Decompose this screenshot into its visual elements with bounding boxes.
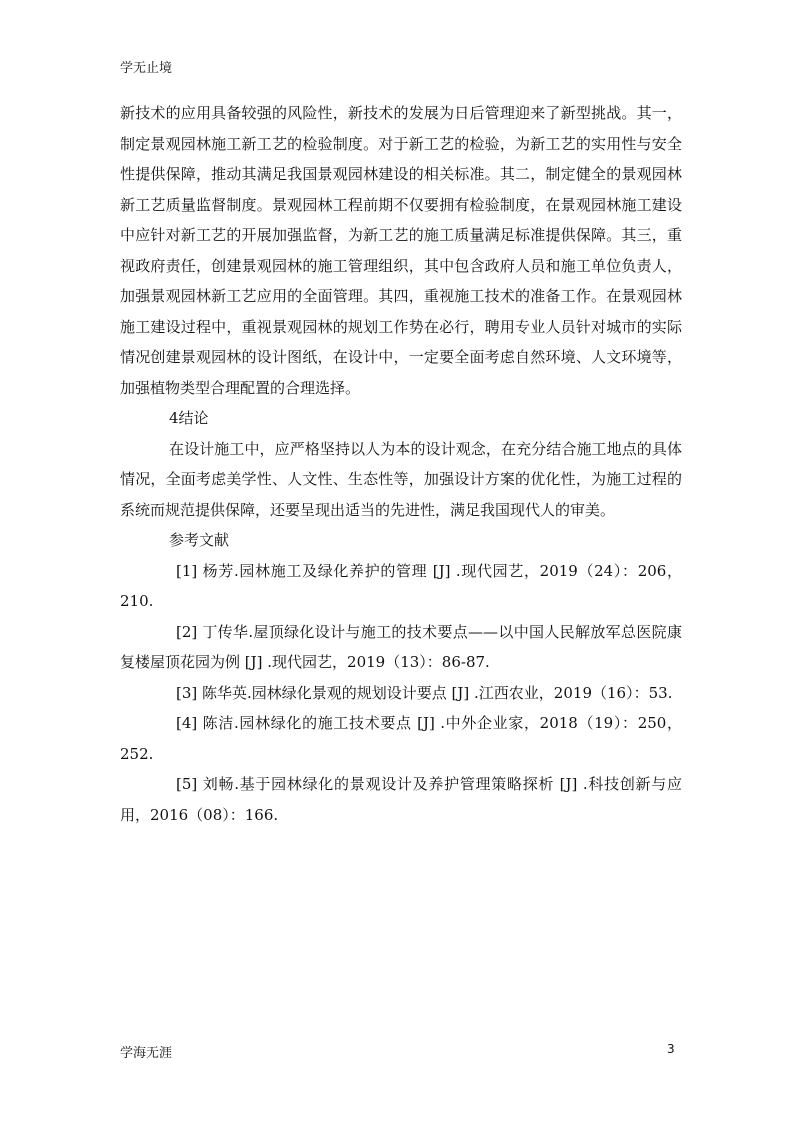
section-heading: 4结论 — [169, 409, 209, 427]
conclusion-paragraph: 在设计施工中，应严格坚持以人为本的设计观念，在充分结合施工地点的具体情况，全面考虑美学性、人文性、生态性等，加强设计方案的优化性，为施工过程的系统而规范提供保障，还要呈现出适当的先进性，满足我国现代人的审美。 — [120, 439, 682, 519]
references-heading: 参考文献 — [169, 531, 230, 549]
reference-item: [4] 陈洁.园林绿化的施工技术要点 [J] .中外企业家，2018（19）：250，252. — [120, 714, 682, 763]
body-paragraph: 新技术的应用具备较强的风险性，新技术的发展为日后管理迎来了新型挑战。其一，制定景观园林施工新工艺的检验制度。对于新工艺的检验，为新工艺的实用性与安全性提供保障，推动其满足我国景观园林建设的相关标准。其二，制定健全的景观园林新工艺质量监督制度。景观园林工程前期不仅要拥有检验制度，在景观园林施工建设中应针对新工艺的开展加强监督，为新工艺的施工质量满足标准提供保障。其三，重视政府责任，创建景观园林的施工管理组织，其中包含政府人员和施工单位负责人，加强景观园林新工艺应用的全面管理。其四，重视施工技术的准备工作。在景观园林施工建设过程中，重视景观园林的规划工作势在必行，聘用专业人员针对城市的实际情况创建景观园林的设计图纸，在设计中，一定要全面考虑自然环境、人文环境等，加强植物类型合理配置的合理选择。 — [120, 104, 682, 397]
document-body — [120, 98, 682, 830]
page-header: 学无止境 — [120, 61, 173, 76]
reference-item: [5] 刘畅.基于园林绿化的景观设计及养护管理策略探析 [J] .科技创新与应用，2016（08）：166. — [120, 775, 682, 824]
page-number: 3 — [667, 1042, 675, 1056]
reference-item: [3] 陈华英.园林绿化景观的规划设计要点 [J] .江西农业，2019（16）：53. — [176, 683, 673, 702]
page-footer-text: 学海无涯 — [120, 1046, 173, 1061]
reference-item: [2] 丁传华.屋顶绿化设计与施工的技术要点——以中国人民解放军总医院康复楼屋顶花园为例 [J] .现代园艺，2019（13）：86-87. — [120, 622, 682, 671]
reference-item: [1] 杨芳.园林施工及绿化养护的管理 [J] .现代园艺，2019（24）：206，210. — [120, 561, 682, 610]
